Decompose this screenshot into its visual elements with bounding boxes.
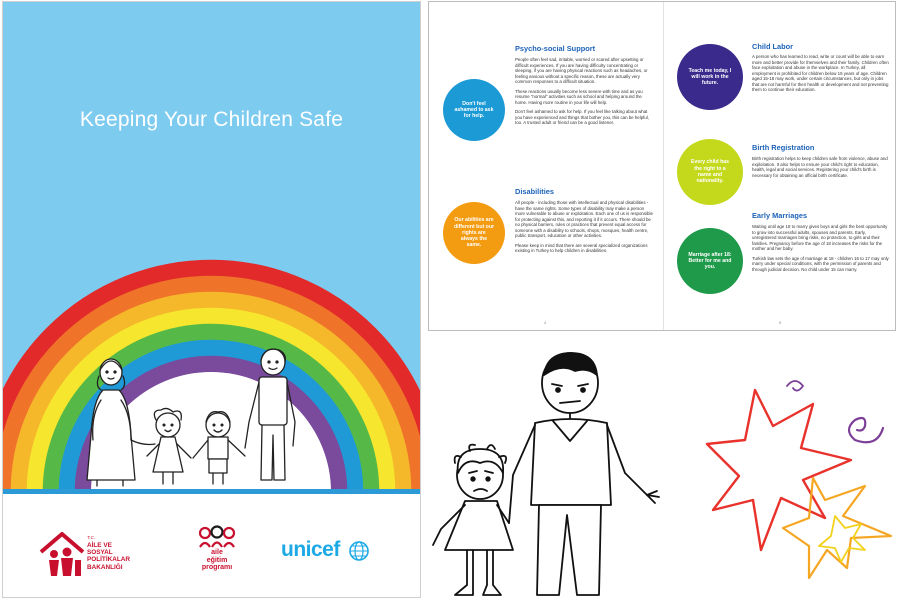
page-fold bbox=[663, 2, 664, 331]
unicef-logo bbox=[281, 538, 381, 568]
disabilities-paragraph: Please keep in mind that there are several specialized organizations existing in Turkey to help children in disabilities. bbox=[515, 242, 648, 253]
psychosocial-body bbox=[515, 57, 653, 130]
family-drawing bbox=[73, 340, 353, 488]
disabilities-title: Disabilities bbox=[515, 187, 555, 196]
boy-figure bbox=[193, 412, 245, 484]
birth-registration-title: Birth Registration bbox=[752, 143, 815, 152]
unicef-wordmark: unicef bbox=[281, 538, 340, 561]
ministry-prefix: T.C. bbox=[87, 535, 96, 540]
girl-figure bbox=[147, 408, 191, 484]
psychosocial-paragraph: Don't feel ashamed to ask for help. If you feel like talking about what you have experienced and things that bother you, this can be helpful, too. A trusted adult or friend can be a good listener. bbox=[515, 109, 650, 125]
disabilities-paragraph: All people - including those with intellectual and physical disabilities - have the same rights. Some types of disability may make a person more vulnerable to abuse or exploitation. Each one of us is responsible for protecting against this, and reporting it if it occurs. There should be no physical barriers, rules or practices that prevent equal access for someone with a disability to schools, shops, mosques, health centre, public transport, education or other activities. bbox=[515, 200, 653, 238]
house-family-icon bbox=[37, 530, 87, 578]
early-marriages-paragraph: Waiting until age 18 to marry gives boys and girls the best opportunity to grow into successful adults, spouses and parents. Early, unregistered marriages bring risks, no protection, to girls and their families. Pregnancy before the age of 18 increases the risks for the mother and her baby. bbox=[752, 224, 888, 251]
ground-line bbox=[3, 489, 420, 494]
page-number-right: 5 bbox=[779, 320, 782, 325]
program-line-1: aile bbox=[211, 549, 223, 556]
ministry-line-2: SOSYAL POLİTİKALAR bbox=[87, 549, 130, 564]
ministry-name bbox=[87, 542, 147, 571]
brochure-cover bbox=[2, 1, 421, 598]
ministry-line-3: BAKANLIĞI bbox=[87, 563, 123, 571]
psychosocial-paragraph: These reactions usually become less severe with time and as you resume "normal" activities such as school and helping around the home. Having more routine in your life will help. bbox=[515, 88, 643, 105]
psychosocial-circle: Don't feel ashamed to ask for help. bbox=[443, 79, 505, 141]
birth-registration-paragraph: Birth registration helps to keep children safe from violence, abuse and exploitation. It also helps to ensure your child's right to education, health, legal and social services. Registering your child's birth is necessary for obtaining an official birth certificate. bbox=[752, 156, 888, 178]
child-labor-circle: Teach me today, I will work in the future. bbox=[677, 44, 743, 110]
mother-figure bbox=[87, 359, 155, 486]
disabilities-circle: Our abilities are different but our rights are always the same. bbox=[443, 202, 505, 264]
father-figure bbox=[509, 353, 659, 595]
program-name bbox=[191, 549, 243, 572]
page-number-left: 4 bbox=[544, 320, 547, 325]
ministry-line-1: AİLE VE bbox=[87, 542, 112, 549]
early-marriages-paragraph: Turkish law sets the age of marriage at 18 - children 16 to 17 may only marry under special conditions, with the permission of parents and through judicial decision. No child under 15 can marry. bbox=[752, 255, 889, 272]
psychosocial-title: Psycho-social Support bbox=[515, 44, 596, 53]
early-marriages-body bbox=[752, 224, 890, 276]
red-star-shape bbox=[707, 390, 851, 550]
globe-icon bbox=[348, 540, 370, 562]
ministry-logo bbox=[37, 530, 147, 578]
cover-title: Keeping Your Children Safe bbox=[79, 108, 344, 131]
child-labor-body bbox=[752, 54, 890, 97]
child-labor-paragraph: A person who has learned to read, write or count will be able to earn more and better provide for themselves and their family. Children often face exploitation and abuse in the workplace. In Turkey, all employment is prohibited for children below 15 years of age. Children aged 15-18 may work, under certain circumstances, but only in jobs that are not harmful for their health or development and not preventing them to continue their education. bbox=[752, 54, 889, 92]
sponsor-logos bbox=[3, 522, 420, 592]
program-logo bbox=[191, 525, 243, 583]
purple-swirl-shape bbox=[849, 418, 883, 442]
brochure-inner-spread bbox=[428, 1, 896, 331]
early-marriages-circle: Marriage after 18: Better for me and you. bbox=[677, 228, 743, 294]
program-line-2: eğitim bbox=[206, 556, 228, 564]
girl-figure bbox=[433, 445, 513, 595]
disabilities-body bbox=[515, 200, 653, 258]
father-figure bbox=[245, 349, 295, 480]
early-marriages-title: Early Marriages bbox=[752, 211, 808, 220]
psychosocial-paragraph: People often feel sad, irritable, worried or scared after upsetting or difficult experiences. If you are having difficulty concentrating or sleeping, if you are having physical reactions such as headaches, or feeling anxious without a specific reason, these are actually very common responses to a difficult situation. bbox=[515, 57, 648, 84]
birth-registration-body bbox=[752, 156, 890, 182]
small-swirl-shape bbox=[787, 381, 803, 391]
program-line-3: programı bbox=[201, 564, 233, 572]
birth-registration-circle: Every child has the right to a name and nationality. bbox=[677, 139, 743, 205]
orange-star-shape bbox=[783, 478, 891, 578]
stars-swirls-drawing bbox=[705, 368, 900, 590]
child-labor-title: Child Labor bbox=[752, 42, 794, 51]
father-daughter-drawing bbox=[425, 345, 670, 600]
people-icon bbox=[191, 525, 243, 549]
